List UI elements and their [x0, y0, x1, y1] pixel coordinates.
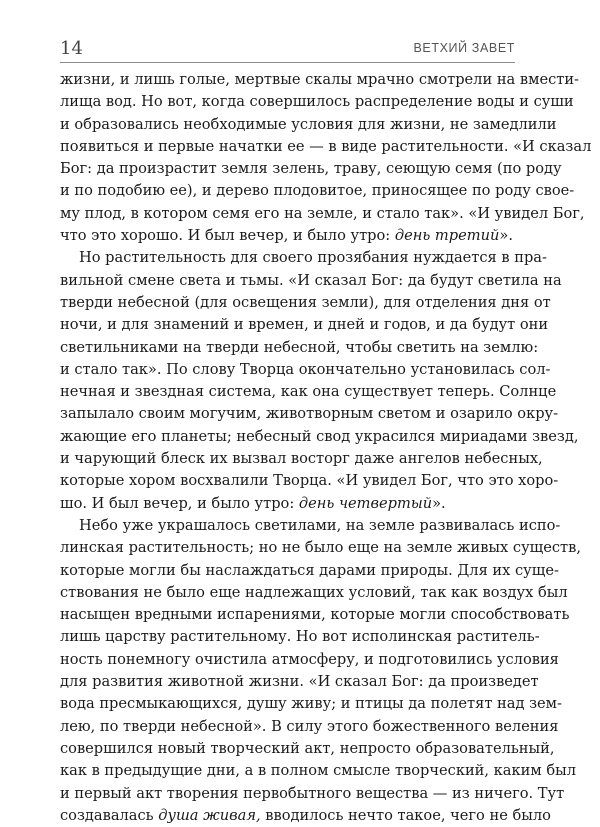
text-line [60, 114, 557, 136]
text-span: лишь царству растительному. Но вот исполинская раститель- [60, 628, 540, 646]
page-header [60, 38, 515, 64]
text-line [60, 783, 565, 805]
text-line [60, 359, 551, 381]
text-line [60, 738, 555, 760]
text-line [60, 693, 562, 715]
text-line [60, 448, 543, 470]
italic-span: день четвертый [298, 494, 433, 512]
header-rule [60, 62, 515, 63]
body-text [60, 69, 592, 827]
text-line [60, 470, 559, 492]
text-span: и первый акт творения первобытного вещества — из ничего. Тут [60, 784, 565, 802]
running-title: ВЕТХИЙ ЗАВЕТ [413, 41, 515, 55]
text-line [60, 805, 551, 827]
text-line [60, 626, 540, 648]
text-line [60, 582, 568, 604]
text-span: и чарующий блеск их вызвал восторг даже ангелов небесных, [60, 450, 543, 468]
text-line [60, 537, 581, 559]
text-line [60, 403, 559, 425]
text-span: как в предыдущие дни, а в полном смысле творческий, каким был [60, 762, 577, 780]
text-span: вводилось нечто такое, чего не было [260, 806, 551, 824]
text-span: насыщен вредными испарениями, которые могли способствовать [60, 606, 570, 624]
text-span: появиться и первые начатки ее — в виде растительности. «И сказал [60, 137, 592, 155]
page-number: 14 [60, 38, 83, 59]
text-line [60, 203, 585, 225]
text-span: и образовались необходимые условия для жизни, не замедлили [60, 115, 557, 133]
text-span: лею, по тверди небесной». В силу этого божественного веления [60, 717, 559, 735]
text-span: светильниками на тверди небесной, чтобы светить на землю: [60, 338, 539, 356]
text-line [60, 337, 539, 359]
text-line [60, 180, 575, 202]
text-line [60, 136, 592, 158]
text-span: нечная и звездная система, как она существует теперь. Солнце [60, 383, 557, 401]
text-span: жающие его планеты; небесный свод украсился мириадами звезд, [60, 427, 579, 445]
text-line [60, 314, 549, 336]
text-span: ствования не было еще надлежащих условий, так как воздух был [60, 583, 568, 601]
text-span: жизни, и лишь голые, мертвые скалы мрачно смотрели на вмести- [60, 71, 579, 88]
text-line [60, 426, 579, 448]
italic-span: день третий [394, 227, 500, 245]
text-line [60, 716, 559, 738]
text-span: которые могли бы наслаждаться дарами природы. Для их суще- [60, 561, 559, 579]
text-span: шо. И был вечер, и было утро: [60, 494, 299, 512]
text-span: ночи, и для знамений и времен, и дней и годов, и да будут они [60, 316, 549, 334]
text-line [60, 270, 562, 292]
text-span: тверди небесной (для освещения земли), для отделения дня от [60, 293, 551, 311]
text-line [60, 604, 570, 626]
text-span: ». [432, 494, 446, 512]
text-span: для развития животной жизни. «И сказал Бог: да произведет [60, 673, 539, 691]
text-line [60, 91, 574, 113]
text-span: Небо уже украшалось светилами, на земле развивалась испо- [79, 516, 561, 534]
text-line [60, 493, 515, 515]
text-line [60, 560, 559, 582]
text-span: которые хором восхвалили Творца. «И увидел Бог, что это хоро- [60, 472, 559, 490]
text-span: создавалась [60, 806, 159, 824]
text-line [60, 292, 551, 314]
text-span: что это хорошо. И был вечер, и было утро: [60, 227, 395, 245]
text-span: запылало своим могучим, животворным светом и озарило окру- [60, 405, 559, 423]
text-span: и по подобию ее), и дерево плодовитое, приносящее по роду свое- [60, 182, 575, 200]
text-span: лища вод. Но вот, когда совершилось распределение воды и суши [60, 93, 574, 111]
text-span: Бог: да произрастит земля зелень, траву, сеющую семя (по роду [60, 160, 562, 178]
text-line [60, 515, 561, 537]
text-line [60, 247, 547, 269]
text-line [60, 760, 577, 782]
text-span: и стало так». По слову Творца окончательно установилась сол- [60, 360, 551, 378]
text-span: совершился новый творческий акт, непросто образовательный, [60, 739, 555, 757]
text-line [60, 225, 515, 247]
text-span: ность понемногу очистила атмосферу, и подготовились условия [60, 650, 559, 668]
text-line [60, 671, 539, 693]
text-span: му плод, в котором семя его на земле, и стало так». «И увидел Бог, [60, 204, 585, 222]
text-line [60, 158, 562, 180]
text-line [60, 649, 559, 671]
text-line [60, 381, 557, 403]
text-span: линская растительность; но не было еще на земле живых существ, [60, 539, 581, 557]
text-span: вода пресмыкающихся, душу живу; и птицы да полетят над зем- [60, 695, 562, 713]
text-span: ». [499, 227, 513, 245]
text-line [60, 69, 579, 91]
text-span: Но растительность для своего прозябания нуждается в пра- [79, 249, 547, 267]
text-span: вильной смене света и тьмы. «И сказал Бог: да будут светила на [60, 271, 562, 289]
italic-span: душа живая, [158, 806, 261, 824]
